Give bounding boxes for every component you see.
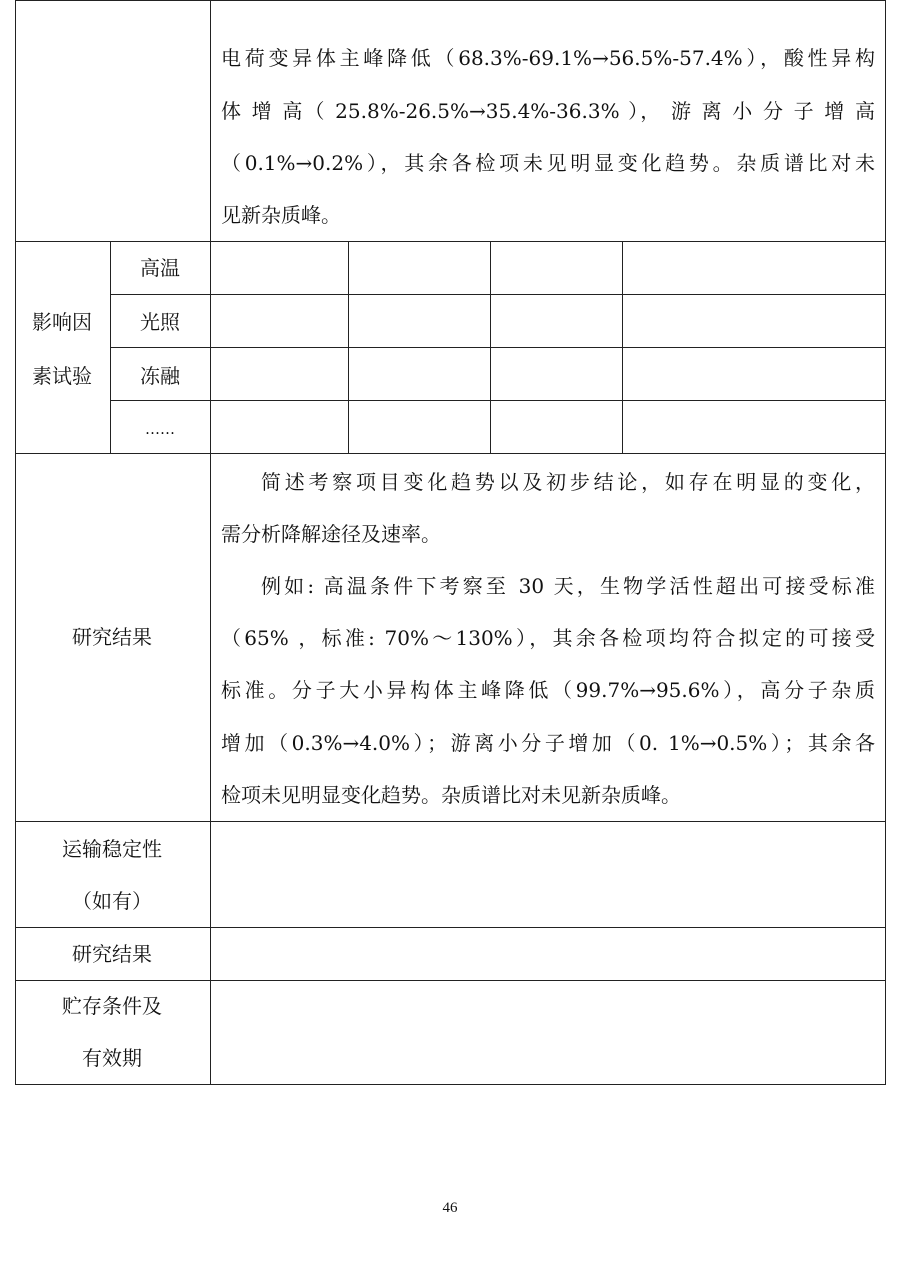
results-line: 例如: 高温条件下考察至 30 天，生物学活性超出可接受标准 — [261, 574, 875, 598]
results-line: 简述考察项目变化趋势以及初步结论，如存在明显的变化， — [261, 470, 875, 494]
condition-freeze-thaw: 冻融 — [140, 364, 180, 388]
column-divider — [110, 241, 111, 453]
results2-label: 研究结果 — [72, 942, 152, 966]
table-border — [15, 0, 16, 1085]
row-divider — [110, 400, 886, 401]
storage-label: 有效期 — [82, 1046, 142, 1070]
column-divider — [210, 0, 211, 1085]
row-divider — [15, 980, 886, 981]
column-divider — [348, 241, 349, 453]
top-cell-line: 见新杂质峰。 — [221, 203, 341, 227]
column-divider — [490, 241, 491, 453]
results-line: （65% ，标准: 70%～130%），其余各检项均符合拟定的可接受 — [221, 626, 875, 650]
row-divider — [110, 347, 886, 348]
row-divider — [15, 241, 886, 242]
results-label: 研究结果 — [72, 625, 152, 649]
column-divider — [622, 241, 623, 453]
results-line: 标准。分子大小异构体主峰降低（99.7%→95.6%），高分子杂质 — [221, 678, 875, 702]
row-divider — [110, 294, 886, 295]
results-line: 检项未见明显变化趋势。杂质谱比对未见新杂质峰。 — [221, 783, 681, 807]
results-line: 增加（0.3%→4.0%）；游离小分子增加（0. 1%→0.5%）；其余各 — [221, 731, 875, 755]
row-divider — [15, 821, 886, 822]
top-cell-line: 电荷变异体主峰降低（68.3%-69.1%→56.5%-57.4%），酸性异构 — [221, 46, 875, 70]
factor-test-label: 素试验 — [32, 364, 92, 388]
table-border — [885, 0, 886, 1085]
page-number: 46 — [442, 1200, 458, 1216]
transport-label: （如有） — [72, 889, 152, 913]
row-divider — [15, 453, 886, 454]
table-border — [15, 0, 886, 1]
results-line: 需分析降解途径及速率。 — [221, 522, 441, 546]
condition-high-temp: 高温 — [140, 256, 180, 280]
row-divider — [15, 927, 886, 928]
table-border — [15, 1084, 886, 1085]
condition-more: …… — [145, 420, 175, 438]
factor-test-label: 影响因 — [32, 310, 92, 334]
top-cell-line: 体 增 高（ 25.8%-26.5%→35.4%-36.3% ）， 游 离 小 分 子 增 高 — [221, 99, 875, 123]
transport-label: 运输稳定性 — [62, 837, 162, 861]
storage-label: 贮存条件及 — [62, 994, 162, 1018]
condition-light: 光照 — [140, 310, 180, 334]
top-cell-line: （0.1%→0.2%），其余各检项未见明显变化趋势。杂质谱比对未 — [221, 151, 875, 175]
